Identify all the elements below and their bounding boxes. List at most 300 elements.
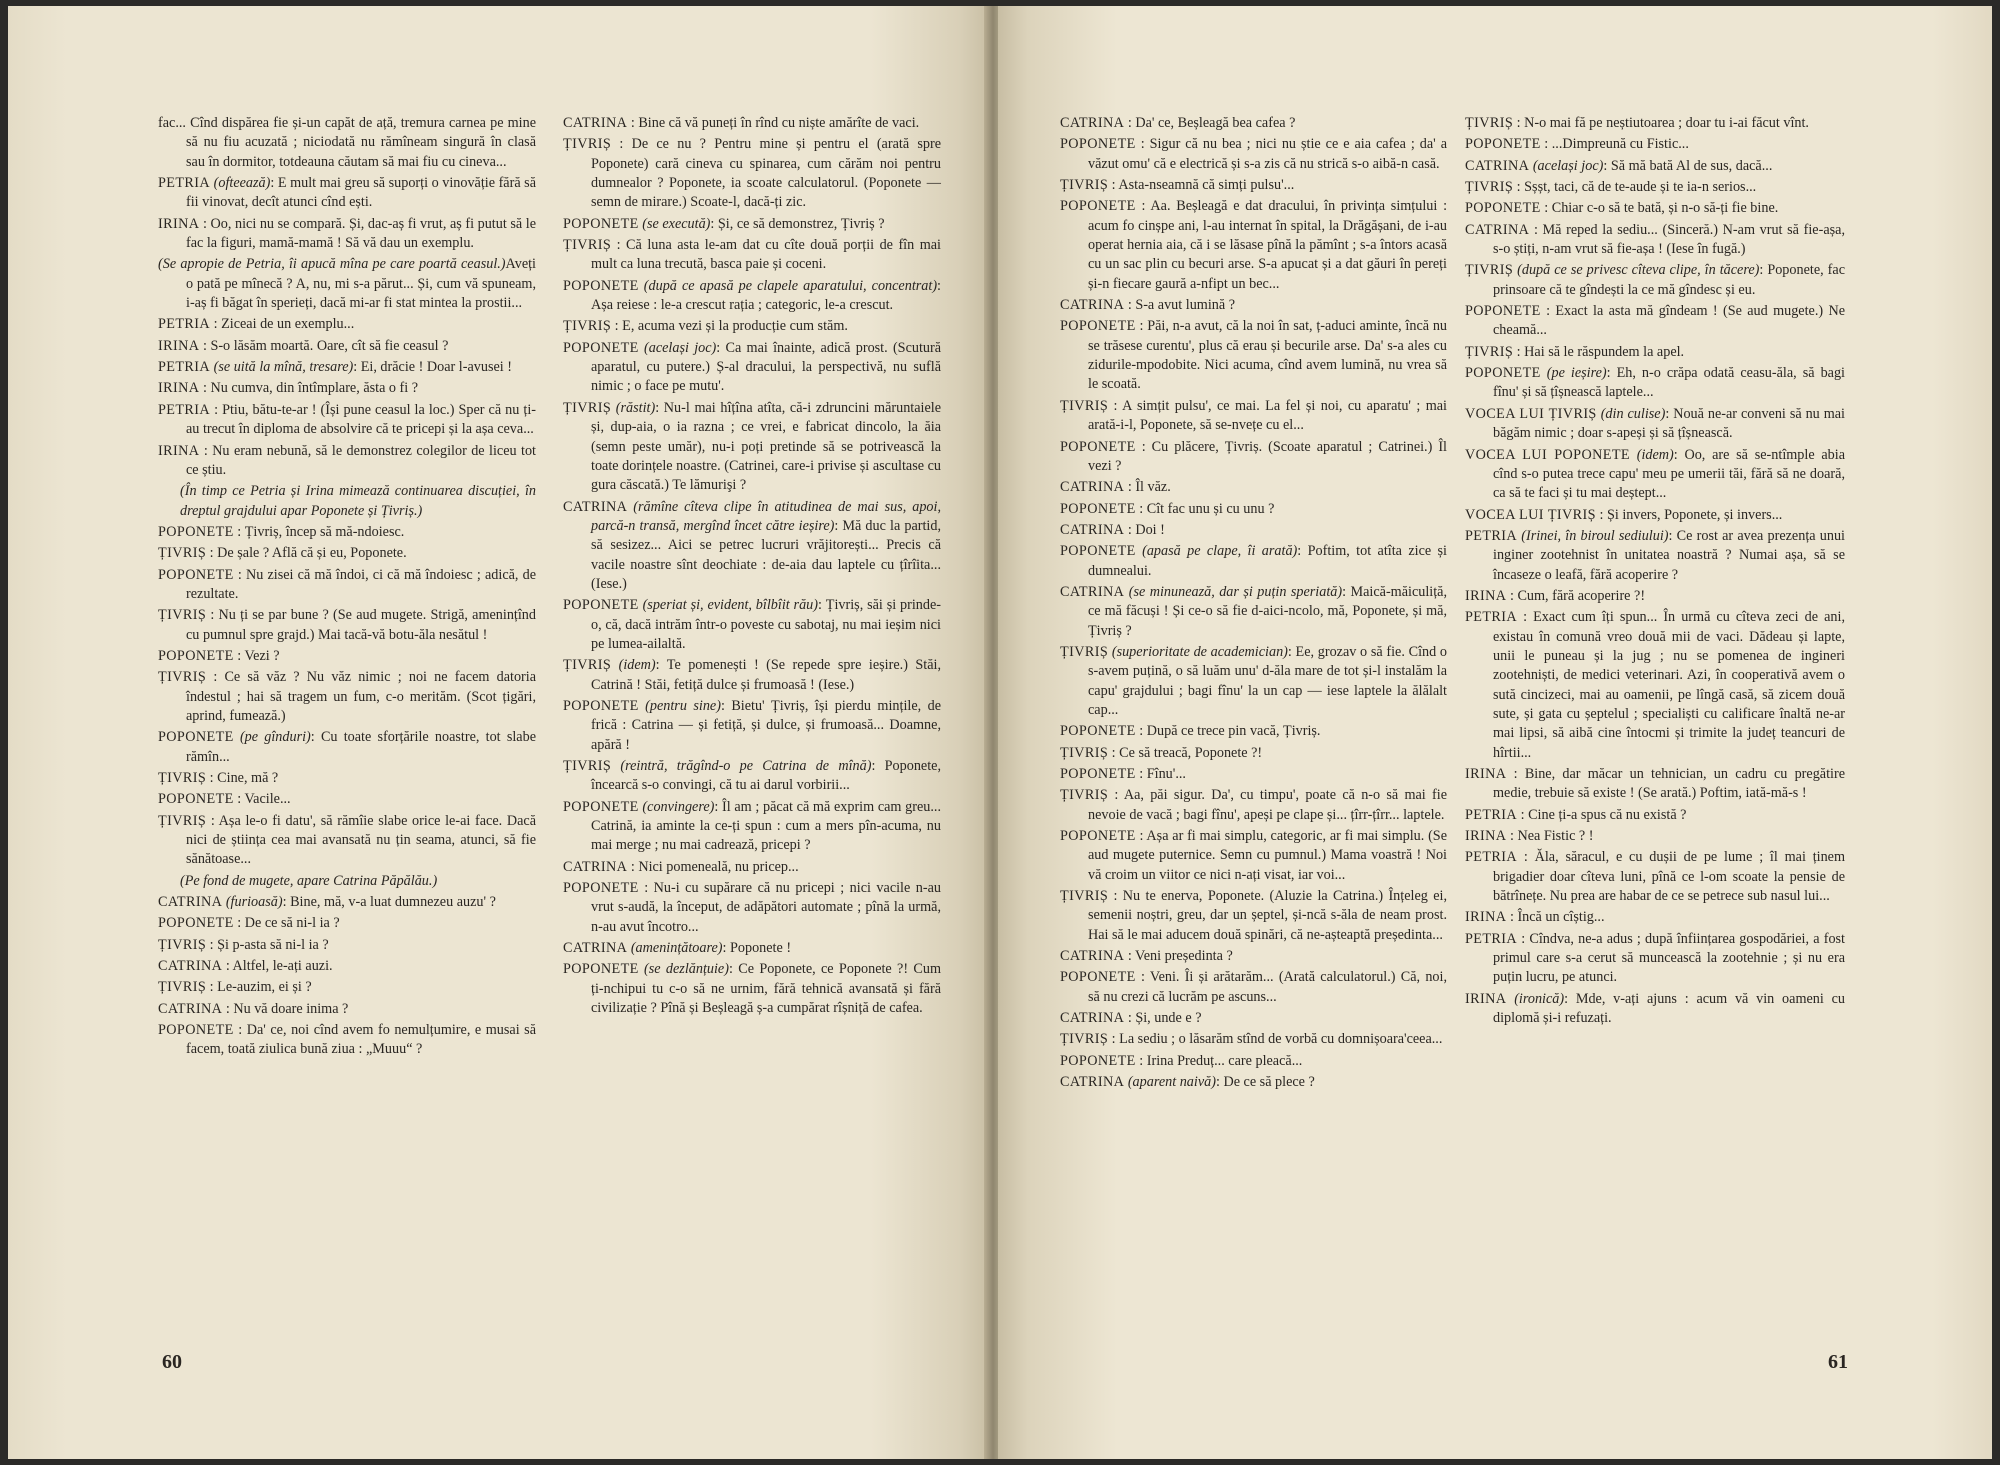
dialogue-line xyxy=(158,544,536,563)
stage-direction: (rămîne cîteva clipe în atitudinea de mai sus, apoi, parcă-n transă, mergînd încet către ieșire) xyxy=(591,498,941,534)
speaker-name: POPONETE xyxy=(563,798,639,815)
left-page-column-1 xyxy=(158,114,536,1062)
right-page-column-1 xyxy=(1060,114,1447,1095)
line-text: : Doi ! xyxy=(1127,521,1165,538)
dialogue-line xyxy=(1060,887,1447,945)
dialogue-line xyxy=(1465,446,1845,504)
speaker-name: ȚIVRIȘ xyxy=(1060,1031,1109,1048)
dialogue-line xyxy=(1465,221,1845,260)
speaker-name: POPONETE xyxy=(158,1022,234,1039)
speaker-name: ȚIVRIȘ xyxy=(563,758,612,774)
speaker-name: POPONETE xyxy=(563,215,639,232)
line-text: : ...Dimpreună cu Fistic... xyxy=(1544,136,1689,153)
speaker-name: ȚIVRIȘ xyxy=(158,979,207,996)
line-text: : Maică-măiculiță, ce mă făcuși ! Și ce-o să fie d-aici-ncolo, mă, Poponete, și mă, Țivriș ? xyxy=(1088,583,1448,639)
speaker-name: IRINA xyxy=(158,380,200,397)
line-text: : Și, ce să demonstrez, Țivriș ? xyxy=(710,215,885,232)
left-page-column-2 xyxy=(563,114,941,1020)
dialogue-line xyxy=(158,936,536,955)
line-text: : Ziceai de un exemplu... xyxy=(213,316,355,333)
dialogue-line xyxy=(158,647,536,666)
line-text: : Oo, nici nu se compară. Și, dac-aș fi vrut, aș fi putut să le fac la figuri, mamă-mamă ! Să vă dau un exemplu. xyxy=(186,215,537,252)
line-text: : Bine, dar măcar un tehnician, un cadru cu pregătire medie, trebuie să existe ! (Se arată.) Poftim, iată-mă-s ! xyxy=(1493,766,1846,802)
stage-direction: (pentru sine) xyxy=(645,697,721,714)
dialogue-line xyxy=(1465,157,1845,176)
dialogue-line xyxy=(1060,542,1447,581)
line-text: : Cu toate sforțările noastre, tot slabe rămîn... xyxy=(186,729,536,765)
speaker-name: PETRIA xyxy=(158,175,211,192)
dialogue-line xyxy=(158,728,536,767)
dialogue-line xyxy=(1060,500,1447,519)
line-text: : Așa ar fi mai simplu, categoric, ar fi mai simplu. (Se aud mugete puternice. Semn cu pumnul.) Mama voastră ! Noi vă croim un viitor ce nici n-ați visat, iar voi... xyxy=(1088,828,1447,883)
stage-direction: (amenințătoare) xyxy=(630,940,723,957)
speaker-name: CATRINA xyxy=(158,1000,223,1017)
speaker-name: PETRIA xyxy=(1465,806,1518,823)
dialogue-line xyxy=(1060,438,1447,477)
line-text: : Nici pomeneală, nu pricep... xyxy=(630,858,799,875)
line-text: : S-a avut lumină ? xyxy=(1127,297,1235,314)
stage-direction: (răstit) xyxy=(615,399,656,416)
dialogue-line xyxy=(1465,199,1845,218)
speaker-name: CATRINA xyxy=(1060,583,1125,600)
left-page xyxy=(8,6,988,1459)
dialogue-line xyxy=(1465,114,1845,133)
stage-direction: (se minunează, dar și puțin speriată) xyxy=(1128,583,1343,600)
dialogue-line xyxy=(158,401,536,440)
dialogue-line xyxy=(158,566,536,605)
line-text: : Hai să le răspundem la apel. xyxy=(1516,343,1685,360)
speaker-name: POPONETE xyxy=(563,597,639,614)
dialogue-line xyxy=(563,215,941,234)
dialogue-line xyxy=(158,790,536,809)
line-text: : E mult mai greu să suporți o vinovăție fără să fii vinovat, decît atunci cînd ești. xyxy=(186,175,536,211)
line-text: : Cîndva, ne-a adus ; după înființarea gospodăriei, a fost primul care s-a cerut să muncească la zootehnie ; și nu era puțin lucru, pe atunci. xyxy=(1493,930,1846,986)
speaker-name: PETRIA xyxy=(1465,849,1518,866)
dialogue-line xyxy=(1465,765,1845,804)
speaker-name: ȚIVRIȘ xyxy=(158,607,207,624)
stage-direction: (convingere) xyxy=(642,798,715,815)
line-text: : Irina Preduț... care pleacă... xyxy=(1139,1052,1303,1069)
speaker-name: PETRIA xyxy=(1465,930,1518,947)
line-text: : Exact la asta mă gîndeam ! (Se aud mugete.) Ne cheamă... xyxy=(1493,303,1845,339)
line-text: : Le-auzim, ei și ? xyxy=(209,979,312,996)
line-text: : Cine ți-a spus că nu există ? xyxy=(1520,806,1687,823)
dialogue-line xyxy=(1465,178,1845,197)
speaker-name: CATRINA xyxy=(563,940,628,957)
dialogue-line xyxy=(158,523,536,542)
dialogue-line xyxy=(158,957,536,976)
line-text: : E, acuma vezi și la producție cum stăm. xyxy=(614,318,848,335)
line-text: : Vezi ? xyxy=(237,647,280,664)
speaker-name: CATRINA xyxy=(563,498,628,515)
dialogue-line xyxy=(563,399,941,496)
line-text: : N-o mai fă pe neștiutoarea ; doar tu i-ai făcut vînt. xyxy=(1516,115,1809,131)
speaker-name: CATRINA xyxy=(1060,521,1125,538)
dialogue-line xyxy=(158,358,536,377)
line-text: : Vacile... xyxy=(237,791,291,808)
speaker-name: POPONETE xyxy=(1060,766,1136,782)
speaker-name: POPONETE xyxy=(158,729,234,746)
line-text: : Veni președinta ? xyxy=(1127,948,1233,965)
line-text: : Oo, are să se-ntîmple abia cînd s-o putea trece capu' meu pe umerii tăi, fără să ne doară, ca să te faci și tu mai deștept... xyxy=(1493,446,1846,502)
stage-direction: (speriat și, evident, bîlbîit rău) xyxy=(642,597,818,614)
line-text: : Eh, n-o crăpa odată ceasu-ăla, să bagi fînu' și să țîșnească laptele... xyxy=(1493,365,1845,401)
dialogue-line xyxy=(1465,261,1845,300)
dialogue-line xyxy=(1060,765,1447,784)
speaker-name: CATRINA xyxy=(1060,1074,1125,1091)
dialogue-line xyxy=(563,858,941,877)
stage-direction: (apasă pe clape, îi arată) xyxy=(1142,543,1298,560)
dialogue-line xyxy=(158,606,536,645)
right-page-column-2 xyxy=(1465,114,1845,1030)
dialogue-line xyxy=(158,978,536,997)
dialogue-line xyxy=(1465,848,1845,906)
dialogue-line xyxy=(1060,947,1447,966)
line-text: : Îl văz. xyxy=(1127,479,1171,496)
dialogue-line xyxy=(158,215,536,254)
speaker-name: IRINA xyxy=(1465,990,1507,1007)
dialogue-line xyxy=(1465,506,1845,525)
dialogue-line xyxy=(563,277,941,316)
speaker-name: POPONETE xyxy=(1465,365,1541,382)
line-text: : Chiar c-o să te bată, și n-o să-ți fie bine. xyxy=(1544,200,1779,217)
stage-direction: (același joc) xyxy=(644,339,717,356)
speaker-name: POPONETE xyxy=(1060,500,1136,517)
dialogue-line xyxy=(158,872,536,891)
speaker-name: PETRIA xyxy=(1465,527,1518,544)
line-text: : Cu plăcere, Țivriș. (Scoate aparatul ; Catrinei.) Îl vezi ? xyxy=(1088,438,1448,474)
speaker-name: IRINA xyxy=(158,337,200,354)
speaker-name: ȚIVRIȘ xyxy=(158,545,207,562)
dialogue-line xyxy=(1060,1052,1447,1071)
line-text: : Poponete, fac prinsoare că te gîndești la ce mă gîndesc și eu. xyxy=(1493,262,1846,298)
speaker-name: POPONETE xyxy=(1465,200,1541,217)
stage-direction: (ironică) xyxy=(1514,990,1565,1007)
stage-direction: (Pe fond de mugete, apare Catrina Păpălău.) xyxy=(180,872,438,889)
speaker-name: ȚIVRIȘ xyxy=(1060,787,1109,804)
dialogue-line xyxy=(1465,990,1845,1029)
dialogue-line xyxy=(1060,1073,1447,1092)
dialogue-line xyxy=(1060,786,1447,825)
dialogue-line xyxy=(1060,1009,1447,1028)
line-text: : Nu eram nebună, să le demonstrez colegilor de liceu tot ce știu. xyxy=(186,442,536,478)
line-text: : Nu te enerva, Poponete. (Aluzie la Catrina.) Înțeleg ei, semenii noștri, greu, dar un șeptel, și-ncă s-ăla de neam prost. Hai să le mai aducem două spinări, că ne-așteaptă președinta... xyxy=(1088,888,1447,943)
dialogue-line xyxy=(563,798,941,856)
speaker-name: POPONETE xyxy=(1060,828,1136,845)
line-text: : Ei, drăcie ! Doar l-avusei ! xyxy=(353,359,512,376)
line-text: : Fînu'... xyxy=(1139,766,1186,782)
line-text: : Ptiu, bătu-te-ar ! (Își pune ceasul la loc.) Sper că nu ți-au trecut în diploma de absolvire că te pricepi și la așa ceva... xyxy=(186,401,536,438)
speaker-name: PETRIA xyxy=(158,401,211,418)
stage-direction: (se execută) xyxy=(642,215,711,232)
speaker-name: IRINA xyxy=(1465,587,1507,604)
dialogue-line xyxy=(158,482,536,521)
line-text: : Ca mai înainte, adică prost. (Scutură aparatul, cu putere.) Ș-al dracului, la perspectivă, nu suflă nimic ; o face pe mutu'. xyxy=(591,339,942,395)
stage-direction: (ofteează) xyxy=(213,175,271,192)
speaker-name: ȚIVRIȘ xyxy=(563,399,612,416)
speaker-name: CATRINA xyxy=(1060,297,1125,314)
dialogue-line xyxy=(563,757,941,796)
dialogue-line xyxy=(1060,521,1447,540)
line-text: : De ce nu ? Pentru mine și pentru el (arată spre Poponete) cară cineva cu spinarea, cum cărăm noi pentru dumnealor ? Poponete, ia scoate calculatorul. (Poponete — semn de mirare.) Scoate-l, dacă-ți zic. xyxy=(591,136,942,211)
dialogue-line xyxy=(1060,1030,1447,1049)
speaker-name: POPONETE xyxy=(1060,438,1136,455)
speaker-name: POPONETE xyxy=(1060,969,1136,986)
line-text: : Veni. Îi și arătarăm... (Arată calculatorul.) Că, noi, să nu crezi că lucrăm pe ascuns... xyxy=(1088,969,1447,1005)
line-text: : Sșșt, taci, că de te-aude și te ia-n serios... xyxy=(1516,179,1757,196)
speaker-name: IRINA xyxy=(1465,766,1507,782)
line-text: : Te pomenești ! (Se repede spre ieșire.) Stăi, Catrină ! Stăi, fetiță dulce și frumoasă ! (Iese.) xyxy=(591,657,941,693)
dialogue-line xyxy=(563,697,941,755)
dialogue-line xyxy=(158,1000,536,1019)
line-text: : Ee, grozav o să fie. Cînd o s-avem puțină, o să luăm unu' d-ăla mare de tot și-l instalăm la capu' grajdului ; bagi fînu' la un cap — iese laptele la ălălalt cap... xyxy=(1088,643,1447,718)
line-text: : Țivriș, încep să mă-ndoiesc. xyxy=(237,523,405,540)
right-page xyxy=(998,6,1992,1459)
speaker-name: ȚIVRIȘ xyxy=(158,812,207,829)
speaker-name: ȚIVRIȘ xyxy=(1060,643,1109,660)
stage-direction: (se uită la mînă, tresare) xyxy=(213,359,354,376)
line-text: : Să mă bată Al de sus, dacă... xyxy=(1603,157,1773,174)
line-text: : Îl am ; păcat că mă exprim cam greu... Catrină, ia aminte la ce-ți spun : cum a mers pîn-acuma, nu mai merge ; nu mai cadrează, pricepi ? xyxy=(591,798,942,854)
dialogue-line xyxy=(1060,317,1447,394)
line-text: : Asta-nseamnă că simți pulsu'... xyxy=(1111,177,1295,194)
speaker-name: VOCEA LUI ȚIVRIȘ xyxy=(1465,506,1596,523)
speaker-name: CATRINA xyxy=(563,858,628,875)
speaker-name: POPONETE xyxy=(1060,1052,1136,1069)
speaker-name: POPONETE xyxy=(1060,723,1136,740)
stage-direction: (idem) xyxy=(618,657,656,674)
speaker-name: POPONETE xyxy=(1060,318,1136,335)
line-text: : Țivriș, săi și prinde-o, că, dacă intrăm într-o poveste cu sabotaj, nu mai ieșim nici pe lumea-ailaltă. xyxy=(591,597,942,652)
speaker-name: POPONETE xyxy=(563,961,639,978)
speaker-name: VOCEA LUI POPONETE xyxy=(1465,446,1630,463)
line-text: : Ăla, săracul, e cu dușii de pe lume ; îl mai ținem brigadier doar cîteva luni, pînă ce l-om scoate la pensie de bătrînețe. Nu prea are habar de ce se petrece sub nasul lui... xyxy=(1493,849,1845,905)
dialogue-line xyxy=(158,914,536,933)
dialogue-line xyxy=(1060,722,1447,741)
stage-direction: (idem) xyxy=(1636,446,1674,463)
dialogue-line xyxy=(1465,587,1845,606)
dialogue-line xyxy=(1060,114,1447,133)
line-text: : Nu-i cu supărare că nu pricepi ; nici vacile n-au vrut s-audă, la început, de adăpători automate ; pînă la urmă, n-au avut încotro... xyxy=(591,880,942,935)
speaker-name: ȚIVRIȘ xyxy=(158,770,207,786)
speaker-name: CATRINA xyxy=(1060,115,1125,131)
page-number-left: 60 xyxy=(162,1351,182,1373)
line-text: : Nu zisei că mă îndoi, ci că mă îndoiesc ; adică, de rezultate. xyxy=(186,566,537,602)
speaker-name: IRINA xyxy=(1465,909,1507,926)
stage-direction: (În timp ce Petria și Irina mimează continuarea discuției, în dreptul grajdului apar Poponete și Țivriș.) xyxy=(180,483,536,519)
speaker-name: CATRINA xyxy=(563,115,628,131)
dialogue-line xyxy=(158,1021,536,1060)
stage-direction: (Irinei, în biroul sediului) xyxy=(1521,527,1669,544)
speaker-name: POPONETE xyxy=(1060,136,1136,153)
dialogue-line xyxy=(1465,608,1845,763)
dialogue-line xyxy=(1060,135,1447,174)
speaker-name: ȚIVRIȘ xyxy=(563,657,612,674)
line-text: : Cît fac unu și cu unu ? xyxy=(1139,500,1275,517)
dialogue-line xyxy=(563,114,941,133)
line-text: : De ce să ni-l ia ? xyxy=(237,915,340,932)
line-text: Aveți o pată pe mînecă ? A, nu, mi s-a părut... Și, cum vă spuneam, i-aș fi băgat în sperieți, dacă mi-ar fi stat mintea la prostii... xyxy=(186,256,536,312)
dialogue-line xyxy=(563,339,941,397)
stage-direction: (reintră, trăgînd-o pe Catrina de mînă) xyxy=(620,758,872,774)
line-text: : Păi, n-a avut, că la noi în sat, ț-aduci aminte, încă nu se trăsese curentu', plus că erau și becurile arse. Da' s-a ales cu zidurile-mpodobite. Nici acuma, cînd avem lumină, nu vrea să le scoată. xyxy=(1088,318,1448,393)
speaker-name: POPONETE xyxy=(563,697,639,714)
line-text: : Și invers, Poponete, și invers... xyxy=(1599,506,1783,523)
speaker-name: ȚIVRIȘ xyxy=(1060,177,1109,194)
line-text: : Ce să treacă, Poponete ?! xyxy=(1111,744,1263,761)
dialogue-line xyxy=(563,236,941,275)
line-text: : Exact cum îți spun... În urmă cu cîteva zeci de ani, existau în comună vreo două mii de vaci. Dădeau și lapte, unii le puneau și la jug ; nu se pomenea de ingineri zootehniști, de medici veterinari. Azi, în cooperativă avem o sută cincizeci, mai au oamenii, pe lîngă casă, să zicem două sute, și gata cu șeptelul ; specialiști cu calificare înaltă ne-ar mai lipsi, să aibă cine întocmi și trimite la județ teancuri de hîrtii... xyxy=(1493,609,1846,761)
speaker-name: ȚIVRIȘ xyxy=(563,318,612,335)
dialogue-line xyxy=(563,135,941,212)
dialogue-line xyxy=(158,337,536,356)
speaker-name: ȚIVRIȘ xyxy=(1060,744,1109,761)
dialogue-line xyxy=(158,379,536,398)
speaker-name: ȚIVRIȘ xyxy=(1465,262,1514,279)
dialogue-line xyxy=(158,255,536,313)
speaker-name: IRINA xyxy=(158,442,200,459)
line-text: : Cine, mă ? xyxy=(209,770,279,786)
dialogue-line xyxy=(563,879,941,937)
speaker-name: ȚIVRIȘ xyxy=(1465,115,1514,131)
dialogue-line xyxy=(1060,968,1447,1007)
dialogue-line xyxy=(1465,827,1845,846)
line-text: : Da' ce, Beșleagă bea cafea ? xyxy=(1127,115,1296,131)
line-text: : Mă duc la partid, să sesizez... Aici se petrec lucruri vrăjitorești... Precis că vacile noastre sînt deochiate : de-aia dau laptele cu țîrîita... (Iese.) xyxy=(591,517,941,592)
line-text: : Sigur că nu bea ; nici nu știe ce e aia cafea ; da' a văzut omu' că e electrică și s-a zis că nu strică s-o aibă-n casă. xyxy=(1088,136,1447,172)
speaker-name: PETRIA xyxy=(158,359,211,376)
dialogue-line xyxy=(158,812,536,870)
line-text: : Nu vă doare inima ? xyxy=(225,1000,349,1017)
page-number-right: 61 xyxy=(1828,1351,1848,1373)
line-text: : Și p-asta să ni-l ia ? xyxy=(209,936,329,953)
stage-direction: (după ce se privesc cîteva clipe, în tăcere) xyxy=(1517,262,1760,279)
speaker-name: POPONETE xyxy=(158,791,234,808)
speaker-name: CATRINA xyxy=(1060,479,1125,496)
line-text: : Mă reped la sediu... (Sinceră.) N-am vrut să fie-așa, s-o știți, n-am vrut să fie-așa ! (Iese în fugă.) xyxy=(1493,221,1845,258)
dialogue-line xyxy=(1465,930,1845,988)
line-text: : Nu ți se par bune ? (Se aud mugete. Strigă, amenințînd cu pumnul spre grajd.) Mai tacă-vă botu-ăla nesătul ! xyxy=(186,607,536,643)
speaker-name: ȚIVRIȘ xyxy=(1465,179,1514,196)
line-text: : Bine că vă puneți în rînd cu niște amărîte de vaci. xyxy=(630,115,920,131)
speaker-name: CATRINA xyxy=(1465,157,1530,174)
line-text: : Da' ce, noi cînd avem fo nemulțumire, e musai să facem, toată ziulica bună ziua : „Muuu“ ? xyxy=(186,1022,537,1058)
stage-direction: (același joc) xyxy=(1532,157,1604,174)
line-text: : Poftim, tot atîta zice și dumnealui. xyxy=(1088,543,1448,579)
speaker-name: CATRINA xyxy=(1060,948,1125,965)
line-text: : Ce rost ar avea prezența unui inginer zootehnist în unitatea noastră ? Numai așa, să se încaseze o leafă, fără acoperire ? xyxy=(1493,527,1845,583)
dialogue-line xyxy=(563,960,941,1018)
speaker-name: ȚIVRIȘ xyxy=(1060,888,1109,905)
line-text: : A simțit pulsu', ce mai. La fel și noi, cu aparatu' ; mai arată-i-l, Poponete, să se-nvețe cu el... xyxy=(1088,397,1447,434)
dialogue-line xyxy=(1465,135,1845,154)
dialogue-line xyxy=(563,317,941,336)
speaker-name: IRINA xyxy=(158,215,200,232)
stage-direction: (aparent naivă) xyxy=(1127,1074,1216,1091)
line-text: : Și, unde e ? xyxy=(1127,1010,1202,1027)
line-text: : Bine, mă, v-a luat dumnezeu auzu' ? xyxy=(282,894,496,911)
line-text: : Aa. Beșleagă e dat dracului, în privința simțului : acum fo cinșpe ani, l-au internat în spital, la Drăgășani, de i-au operat hernia aia, că i se lăsase pînă la pămînt ; s-a întors acasă cu un sac plin cu becuri arse. S-a apucat și a dat găuri în pereți și-n fiecare gaură a-nfipt un bec... xyxy=(1088,198,1448,292)
stage-direction: (superioritate de academician) xyxy=(1111,643,1288,660)
speaker-name: POPONETE xyxy=(1465,303,1541,320)
speaker-name: POPONETE xyxy=(158,915,234,932)
dialogue-line xyxy=(1465,405,1845,444)
stage-direction: (se dezlănțuie) xyxy=(644,961,729,978)
speaker-name: VOCEA LUI ȚIVRIȘ xyxy=(1465,405,1597,422)
line-text: : La sediu ; o lăsarăm stînd de vorbă cu domnișoara'ceea... xyxy=(1111,1031,1443,1048)
dialogue-line xyxy=(563,498,941,595)
line-text: : Ce Poponete, ce Poponete ?! Cum ți-nchipui tu c-o să ne urnim, fără tehnică avansată și fără civilizație ? Pînă și Beșleagă ș-a cumpărat rîșniță de cafea. xyxy=(591,961,941,1017)
dialogue-line xyxy=(158,769,536,788)
line-text: : Nu cumva, din întîmplare, ăsta o fi ? xyxy=(202,380,419,397)
dialogue-line xyxy=(158,114,536,172)
line-text: : Altfel, le-ați auzi. xyxy=(225,958,333,975)
dialogue-line xyxy=(563,656,941,695)
speaker-name: CATRINA xyxy=(158,958,223,975)
speaker-name: CATRINA xyxy=(158,894,223,911)
dialogue-line xyxy=(1060,827,1447,885)
line-text: : Nouă ne-ar conveni să nu mai băgăm nimic ; doar s-apeși și să țîșnească. xyxy=(1493,405,1845,442)
dialogue-line xyxy=(1465,527,1845,585)
dialogue-line xyxy=(1060,397,1447,436)
speaker-name: POPONETE xyxy=(563,880,639,897)
stage-direction: (pe ieșire) xyxy=(1546,365,1607,382)
stage-direction: (furioasă) xyxy=(225,894,283,911)
speaker-name: POPONETE xyxy=(158,647,234,664)
line-text: : Cum, fără acoperire ?! xyxy=(1509,587,1646,604)
dialogue-line xyxy=(1465,343,1845,362)
speaker-name: POPONETE xyxy=(1060,198,1136,215)
line-text: : Poponete ! xyxy=(722,940,792,957)
speaker-name: POPONETE xyxy=(563,277,639,294)
speaker-name: POPONETE xyxy=(158,523,234,540)
dialogue-line xyxy=(1465,908,1845,927)
stage-direction: (după ce apasă pe clapele aparatului, concentrat) xyxy=(643,277,938,294)
stage-direction: (Se apropie de Petria, îi apucă mîna pe care poartă ceasul.) xyxy=(158,256,506,273)
dialogue-line xyxy=(158,668,536,726)
speaker-name: POPONETE xyxy=(158,566,234,583)
line-text: : S-o lăsăm moartă. Oare, cît să fie ceasul ? xyxy=(202,337,449,354)
line-text: : Ce să văz ? Nu văz nimic ; noi ne facem datoria îndestul ; hai să tragem un fum, c-o merităm. (Scot țigări, aprind, fumează.) xyxy=(186,669,536,724)
stage-direction: (pe gînduri) xyxy=(239,729,311,746)
dialogue-line xyxy=(158,442,536,481)
line-text: : Nu-l mai hîțîna atîta, că-i zdruncini măruntaiele și, dup-aia, o ia razna ; ce vrei, e fabricat dincolo, la ăia (semn peste umăr), nu-i poți pretinde să se potrivească la toate dorințele noastre. (Catrinei, care-i privise și ascultase cu gura căscată.) Te lămurişi ? xyxy=(591,399,942,494)
speaker-name: PETRIA xyxy=(158,316,211,333)
dialogue-line xyxy=(1465,806,1845,825)
line-text: : Aa, păi sigur. Da', cu timpu', poate că n-o să mai fie nevoie de vacă ; bagi fînu', apeși pe clape și... țîrr-țîrr... laptele. xyxy=(1088,787,1447,823)
speaker-name: ȚIVRIȘ xyxy=(158,936,207,953)
speaker-name: POPONETE xyxy=(1465,136,1541,153)
dialogue-line xyxy=(1060,583,1447,641)
line-text: fac... Cînd dispărea fie și-un capăt de ață, tremura carnea pe mine să nu fiu acuzată ; niciodată nu rămîneam singură în clasă sau în dormitor, totdeauna căutam să mai fiu cu cineva... xyxy=(158,115,536,170)
dialogue-line xyxy=(1465,364,1845,403)
book-spread xyxy=(8,6,1992,1459)
speaker-name: CATRINA xyxy=(1465,221,1530,238)
stage-direction: (din culise) xyxy=(1600,405,1666,422)
speaker-name: IRINA xyxy=(1465,828,1507,845)
dialogue-line xyxy=(1060,176,1447,195)
line-text: : Că luna asta le-am dat cu cîte două porții de fîn mai mult ca luna trecută, basca paie și coceni. xyxy=(591,237,941,273)
line-text: : Așa reiese : le-a crescut rația ; categoric, le-a crescut. xyxy=(591,277,941,314)
speaker-name: POPONETE xyxy=(563,339,639,356)
dialogue-line xyxy=(563,939,941,958)
dialogue-line xyxy=(158,174,536,213)
dialogue-line xyxy=(1060,197,1447,294)
dialogue-line xyxy=(1060,643,1447,720)
speaker-name: ȚIVRIȘ xyxy=(563,136,612,153)
line-text: : După ce trece pin vacă, Țivriș. xyxy=(1139,723,1321,740)
dialogue-line xyxy=(158,893,536,912)
